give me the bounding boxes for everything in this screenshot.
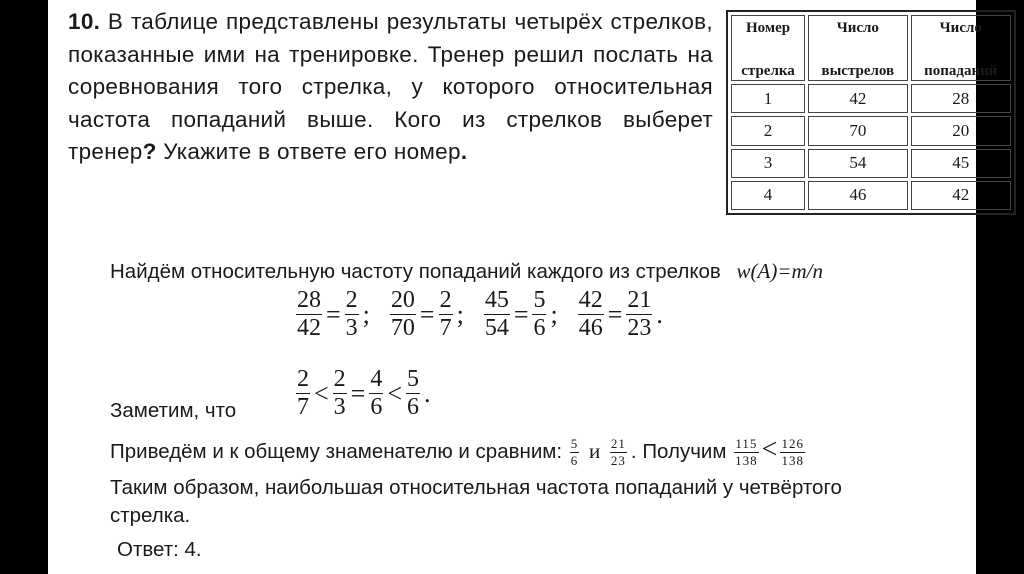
header-shooter-number: Номер стрелка [731, 15, 805, 81]
problem-text-a: В таблице представлены результаты четырёх стрелков, показанные ими на тренировке. Тренер решил послать на соревнования того стрелка, у которого относительная частота попаданий выше. Кого из стрелков выберет тренер [68, 9, 713, 164]
comparison-inequality: $\frac{2}{7}$ < $\frac{2}{3}$ = $\frac{4}{6}$ < $\frac{5}{6}$ . [297, 366, 431, 420]
table-cell: 28 [911, 84, 1011, 113]
relative-frequency-formula: w(A)=m/n [736, 259, 824, 283]
table-cell: 4 [731, 181, 805, 210]
solution-conclusion-cont: стрелка. [110, 504, 191, 527]
fraction: $\frac{21}{23}$ [610, 436, 626, 469]
results-table [726, 10, 1016, 215]
solution-intro: Найдём относительную частоту попаданий каждого из стрелков [110, 260, 721, 283]
table-cell: 54 [808, 149, 908, 178]
table-row [731, 181, 1011, 210]
left-black-border [0, 0, 48, 574]
fraction: $\frac{4}{6}$ [370, 366, 383, 420]
problem-qmark: ? [142, 139, 157, 164]
fraction: $\frac{20}{70}$ [390, 287, 415, 341]
fraction: $\frac{42}{46}$ [578, 287, 603, 341]
table-cell: 45 [911, 149, 1011, 178]
fraction: $\frac{126}{138}$ [781, 436, 804, 469]
fraction: $\frac{2}{7}$ [297, 366, 309, 420]
table-row [731, 84, 1011, 113]
header-hits: Число попаданий [911, 15, 1011, 81]
problem-statement [68, 6, 713, 169]
fraction: $\frac{2}{3}$ [345, 287, 358, 341]
fraction: $\frac{21}{23}$ [627, 287, 652, 341]
fraction: $\frac{2}{3}$ [333, 366, 346, 420]
problem-number: 10. [68, 9, 101, 34]
table-cell: 2 [731, 116, 805, 145]
fraction: $\frac{28}{42}$ [297, 287, 321, 341]
table-cell: 42 [808, 84, 908, 113]
table-cell: 20 [911, 116, 1011, 145]
frequency-equations: $\frac{28}{42}$ = $\frac{2}{3}$ ; $\frac{20}{70}$ = $\frac{2}{7}$ ; $\frac{45}{54}$ = $\frac{5}{6}$ ; $\frac{42}{46}$ = $\frac{21}{23}$ . [297, 287, 663, 341]
answer: Ответ: 4. [117, 538, 202, 561]
problem-text-b: Укажите в ответе его номер [156, 139, 461, 164]
fraction: $\frac{5}{6}$ [407, 366, 420, 420]
table-row [731, 116, 1011, 145]
table-cell: 70 [808, 116, 908, 145]
fraction: $\frac{45}{54}$ [484, 287, 509, 341]
table-row [731, 149, 1011, 178]
table-cell: 3 [731, 149, 805, 178]
solution-conclusion: Таким образом, наибольшая относительная частота попаданий у четвёртого [110, 476, 842, 499]
fraction: $\frac{2}{7}$ [439, 287, 452, 341]
solution-line-3: Приведём и к общему знаменателю и сравним: $\frac{5}{6}$ и $\frac{21}{23}$ . Получим $\frac{115}{138}$ < $\frac{126}{138}$ [110, 434, 804, 469]
problem-end: . [460, 139, 468, 164]
solution-note: Заметим, что [110, 399, 237, 422]
fraction: $\frac{5}{6}$ [570, 436, 579, 469]
table-cell: 42 [911, 181, 1011, 210]
table-cell: 46 [808, 181, 908, 210]
table-cell: 1 [731, 84, 805, 113]
header-shots: Число выстрелов [808, 15, 908, 81]
table-header-row [731, 15, 1011, 81]
fraction: $\frac{5}{6}$ [533, 287, 546, 341]
solution-line-1 [110, 258, 823, 285]
fraction: $\frac{115}{138}$ [735, 436, 758, 469]
